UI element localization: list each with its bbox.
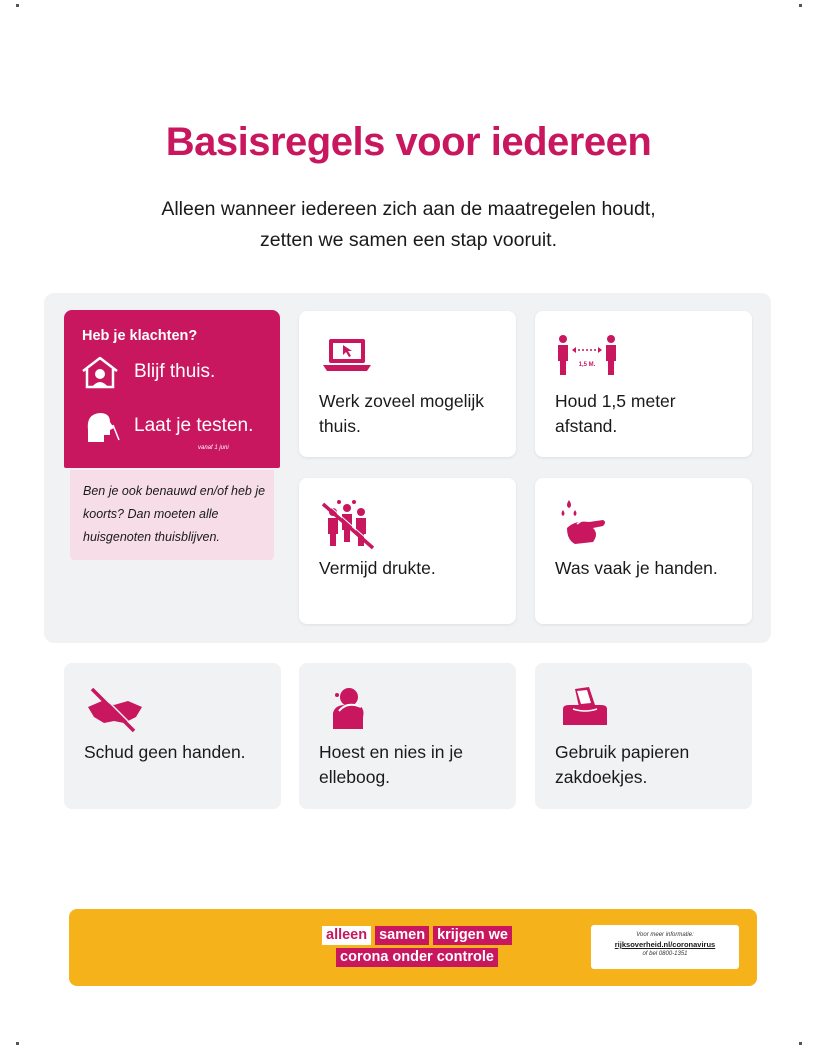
wash-hands-icon bbox=[555, 498, 619, 552]
rule-text-tissues: Gebruik papieren zakdoekjes. bbox=[555, 742, 690, 787]
crop-mark-top-left bbox=[16, 4, 19, 7]
info-line-1: Voor meer informatie: bbox=[636, 932, 694, 938]
rule-card-wash-hands bbox=[535, 478, 752, 624]
rule-text-distance: Houd 1,5 meter afstand. bbox=[555, 391, 676, 436]
slogan-word-samen: samen bbox=[375, 926, 429, 945]
complaints-card bbox=[64, 310, 280, 468]
complaints-heading: Heb je klachten? bbox=[82, 328, 198, 344]
get-tested-text: Laat je testen. bbox=[134, 415, 254, 436]
page-title: Basisregels voor iedereen bbox=[165, 120, 652, 164]
stay-home-row bbox=[80, 354, 215, 390]
subtitle-line-2: zetten we samen een stap vooruit. bbox=[259, 229, 557, 251]
rule-card-tissues bbox=[535, 663, 752, 809]
rule-card-crowds bbox=[299, 478, 516, 624]
rule-text-wash-hands: Was vaak je handen. bbox=[555, 558, 718, 578]
page-subtitle bbox=[0, 194, 817, 256]
rule-card-no-handshake bbox=[64, 663, 281, 809]
laptop-icon bbox=[319, 331, 383, 385]
house-person-icon bbox=[80, 354, 120, 390]
slogan-word-alleen: alleen bbox=[322, 926, 371, 945]
complaints-note: Ben je ook benauwd en/of heb je koorts? Dan moeten alle huisgenoten thuisblijven. bbox=[83, 484, 266, 544]
info-link[interactable]: rijksoverheid.nl/coronavirus bbox=[614, 940, 716, 949]
rule-card-work-home bbox=[299, 311, 516, 457]
crop-mark-top-right bbox=[799, 4, 802, 7]
distance-icon bbox=[555, 331, 619, 385]
crop-mark-bottom-left bbox=[16, 1042, 19, 1045]
distance-icon-label: 1,5 M. bbox=[578, 362, 596, 368]
slogan-word-krijgen-we: krijgen we bbox=[433, 926, 512, 945]
slogan bbox=[317, 926, 517, 970]
rule-card-distance bbox=[535, 311, 752, 457]
slogan-word-corona: corona onder controle bbox=[336, 948, 498, 967]
subtitle-line-1: Alleen wanneer iedereen zich aan de maatregelen houdt, bbox=[161, 198, 656, 220]
no-handshake-icon bbox=[84, 683, 148, 737]
tested-note: vanaf 1 juni bbox=[198, 445, 229, 451]
rule-text-cough-elbow: Hoest en nies in je elleboog. bbox=[319, 742, 463, 787]
rule-text-no-handshake: Schud geen handen. bbox=[84, 742, 246, 762]
rule-card-cough-elbow bbox=[299, 663, 516, 809]
rule-text-crowds: Vermijd drukte. bbox=[319, 558, 436, 578]
stay-home-text: Blijf thuis. bbox=[134, 361, 216, 382]
info-box bbox=[591, 925, 739, 969]
footer-banner bbox=[69, 909, 757, 986]
complaints-note-box bbox=[70, 470, 274, 560]
nose-swab-icon bbox=[80, 408, 120, 444]
info-line-3: of bel 0800-1351 bbox=[642, 951, 688, 957]
crowd-icon bbox=[319, 498, 383, 552]
tissue-box-icon bbox=[555, 683, 619, 737]
cough-elbow-icon bbox=[319, 683, 383, 737]
crop-mark-bottom-right bbox=[799, 1042, 802, 1045]
rule-text-work-home: Werk zoveel mogelijk thuis. bbox=[319, 391, 485, 436]
get-tested-row bbox=[80, 408, 253, 444]
